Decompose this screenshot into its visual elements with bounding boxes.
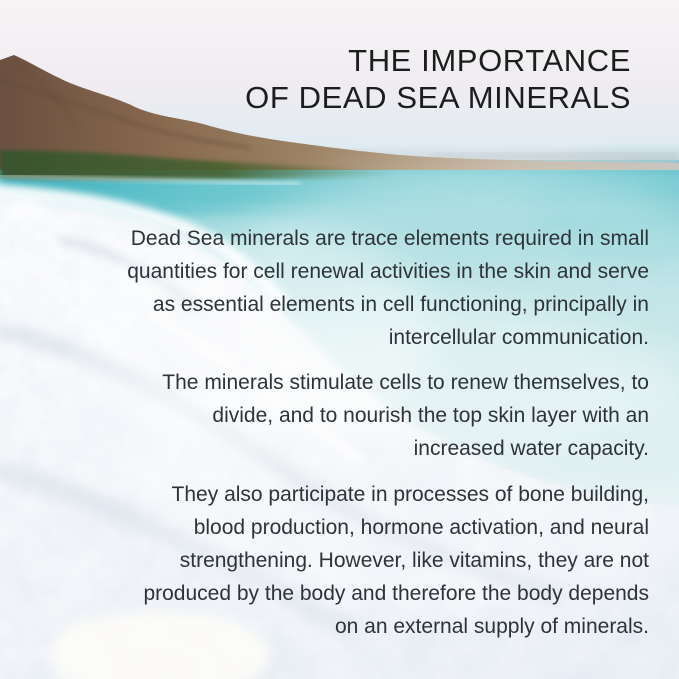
text-line: Dead Sea minerals are trace elements required in small <box>130 227 649 250</box>
text-line: divide, and to nourish the top skin layer with an <box>212 404 649 427</box>
text-line: produced by the body and therefore the body depends <box>143 582 649 605</box>
text-line: The minerals stimulate cells to renew themselves, to <box>162 371 649 394</box>
title-line: OF DEAD SEA MINERALS <box>245 80 631 115</box>
paragraph-body-processes <box>143 478 649 643</box>
text-line: They also participate in processes of bone building, <box>171 483 649 506</box>
text-line: strengthening. However, like vitamins, they are not <box>179 549 649 572</box>
paragraph-cell-stimulation <box>162 366 649 465</box>
text-line: as essential elements in cell functioning, principally in <box>152 293 649 316</box>
text-line: on an external supply of minerals. <box>334 615 649 638</box>
poster-title <box>245 42 631 116</box>
text-line: blood production, hormone activation, and neural <box>193 516 649 539</box>
paragraph-trace-elements <box>127 222 649 354</box>
text-line: intercellular communication. <box>388 326 649 349</box>
title-line: THE IMPORTANCE <box>348 43 631 78</box>
text-line: increased water capacity. <box>413 437 649 460</box>
text-line: quantities for cell renewal activities in the skin and serve <box>127 260 649 283</box>
